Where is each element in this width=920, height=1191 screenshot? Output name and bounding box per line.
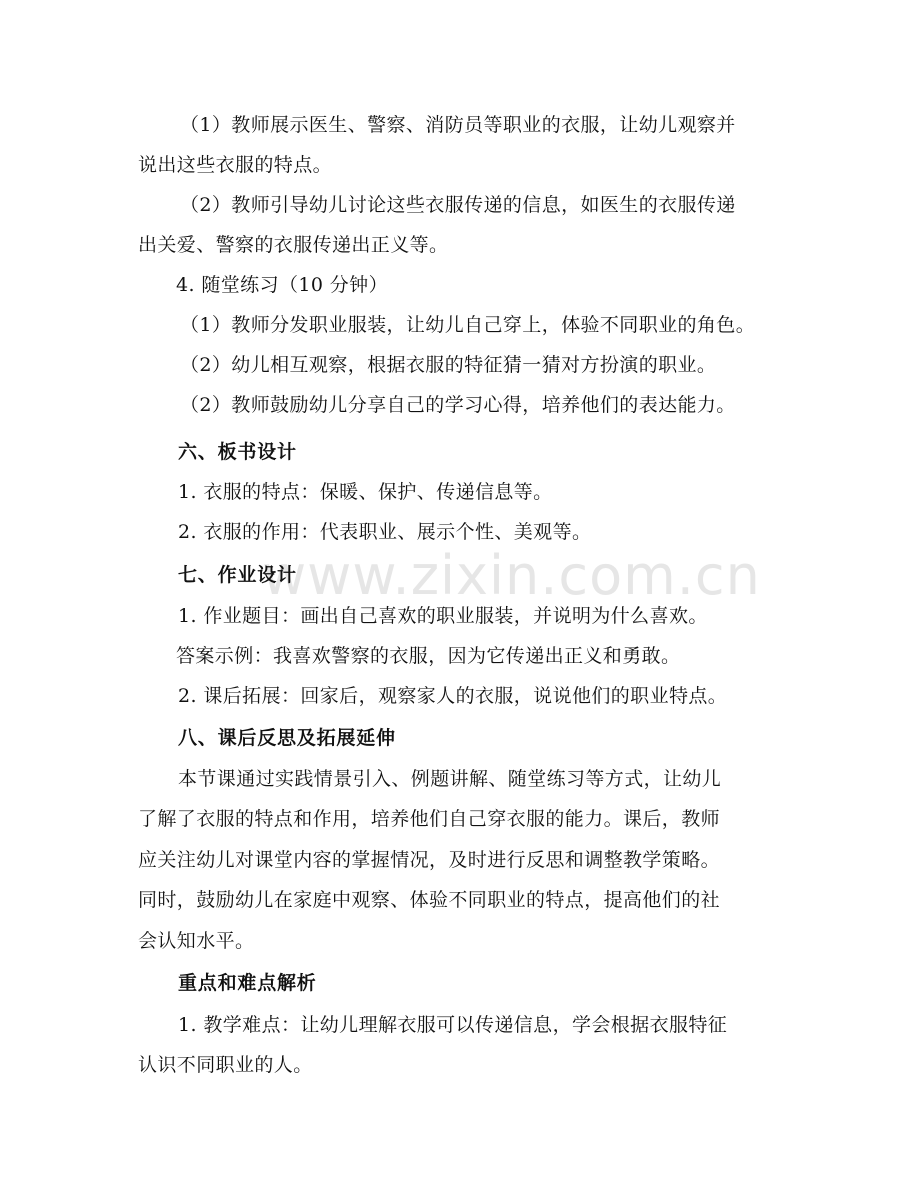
section-heading: 八、课后反思及拓展延伸	[178, 727, 396, 749]
section-heading: 六、板书设计	[178, 441, 297, 463]
list-item: 1. 教学难点：让幼儿理解衣服可以传递信息，学会根据衣服特征	[178, 1014, 728, 1036]
paragraph-line: 出关爱、警察的衣服传递出正义等。	[138, 234, 449, 256]
list-item: 1. 衣服的特点：保暖、保护、传递信息等。	[178, 481, 553, 503]
list-item: 2. 衣服的作用：代表职业、展示个性、美观等。	[178, 521, 592, 543]
list-item: 4. 随堂练习（10 分钟）	[176, 274, 388, 296]
list-item: （1）教师分发职业服装，让幼儿自己穿上，体验不同职业的角色。	[180, 314, 756, 336]
list-item: （2）幼儿相互观察，根据衣服的特征猜一猜对方扮演的职业。	[180, 354, 717, 376]
paragraph-line: 应关注幼儿对课堂内容的掌握情况，及时进行反思和调整教学策略。	[138, 849, 721, 871]
section-heading: 重点和难点解析	[178, 972, 317, 994]
paragraph-line: （2）教师引导幼儿讨论这些衣服传递的信息，如医生的衣服传递	[180, 194, 736, 216]
paragraph-line: （1）教师展示医生、警察、消防员等职业的衣服，让幼儿观察并	[180, 114, 736, 136]
section-heading: 七、作业设计	[178, 564, 297, 586]
paragraph-line: 了解了衣服的特点和作用，培养他们自己穿衣服的能力。课后，教师	[138, 808, 721, 830]
paragraph-line: 同时，鼓励幼儿在家庭中观察、体验不同职业的特点，提高他们的社	[138, 889, 721, 911]
list-item: 2. 课后拓展：回家后，观察家人的衣服，说说他们的职业特点。	[178, 685, 728, 707]
paragraph-line: 本节课通过实践情景引入、例题讲解、随堂练习等方式，让幼儿	[178, 768, 722, 790]
list-item: （2）教师鼓励幼儿分享自己的学习心得，培养他们的表达能力。	[180, 394, 736, 416]
paragraph-line: 会认知水平。	[138, 930, 255, 952]
paragraph-line: 说出这些衣服的特点。	[138, 154, 333, 176]
paragraph-line: 答案示例：我喜欢警察的衣服，因为它传递出正义和勇敢。	[176, 645, 681, 667]
list-item: 1. 作业题目：画出自己喜欢的职业服装，并说明为什么喜欢。	[178, 605, 708, 627]
watermark: www.zixin.com.cn	[262, 544, 761, 607]
paragraph-line: 认识不同职业的人。	[138, 1054, 313, 1076]
